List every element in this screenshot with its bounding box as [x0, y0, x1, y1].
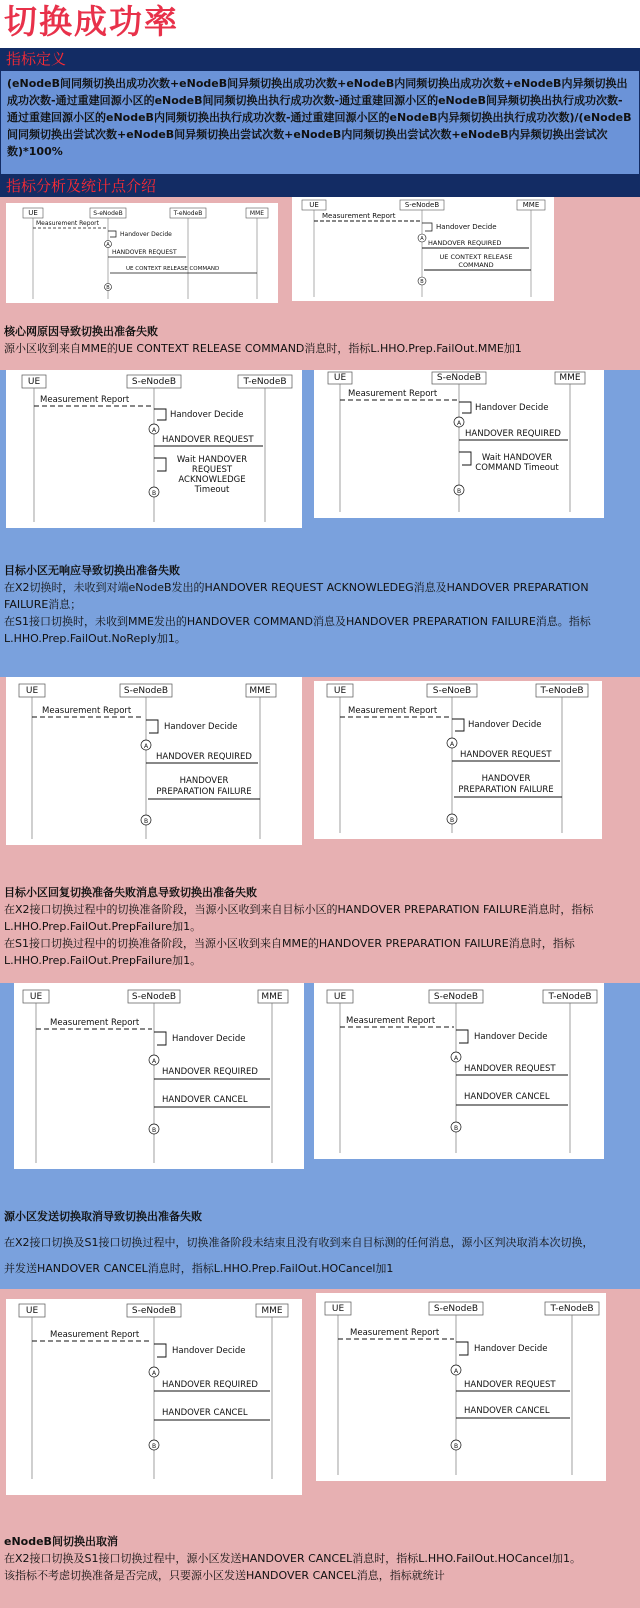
marker-b: B	[453, 1125, 459, 1132]
section-ho-cancel	[0, 983, 640, 1289]
message-label: HANDOVER CANCEL	[464, 1406, 550, 1416]
lifeline-label: UE	[25, 1306, 39, 1316]
decide-label: Handover Decide	[164, 722, 238, 732]
marker-b: B	[151, 490, 157, 497]
section-core-network	[0, 197, 640, 370]
lifeline-label: UE	[29, 992, 43, 1002]
decide-label: Handover Decide	[475, 403, 549, 413]
lifeline-label: MME	[559, 373, 581, 383]
lifeline-label: UE	[331, 1304, 345, 1314]
lifeline-label: MME	[261, 1306, 283, 1316]
message-label: HANDOVER REQUIRED	[162, 1380, 258, 1390]
marker-b: B	[151, 1127, 157, 1134]
message-label: Measurement Report	[50, 1018, 140, 1028]
lifeline-label: S-eNodeB	[433, 992, 479, 1002]
section-line: 源小区收到来自MME的UE CONTEXT RELEASE COMMAND消息时，指标L.HHO.Prep.FailOut.MME加1	[4, 342, 522, 355]
marker-b: B	[151, 1443, 157, 1450]
marker-b: B	[143, 818, 149, 825]
marker-a: A	[151, 427, 157, 434]
diagram-5	[314, 681, 602, 839]
section-line: 并发送HANDOVER CANCEL消息时，指标L.HHO.Prep.FailOut.HOCancel加1	[4, 1262, 394, 1275]
wait-label: Timeout	[194, 485, 230, 495]
lifeline-label: T-eNodeB	[550, 1304, 594, 1314]
lifeline-label: T-eNodeB	[243, 377, 287, 387]
section-line: 在X2切换时，未收到对端eNodeB发出的HANDOVER REQUEST ACKNOWLEDEG消息及HANDOVER PREPARATION FAILURE消息；	[4, 581, 589, 611]
diagram-4	[6, 677, 302, 845]
message-label: Measurement Report	[348, 706, 438, 716]
section-enodeb-cancel	[0, 1289, 640, 1608]
message-label: HANDOVER REQUIRED	[156, 752, 252, 762]
diagram-8	[6, 1299, 302, 1495]
message-label: Measurement Report	[50, 1330, 140, 1340]
lifeline-label: UE	[333, 686, 347, 696]
marker-a: A	[456, 420, 462, 427]
marker-b: B	[420, 279, 424, 285]
decide-label: Handover Decide	[172, 1034, 246, 1044]
lifeline-label: MME	[261, 992, 283, 1002]
lifeline-label: UE	[309, 201, 319, 209]
decide-label: Handover Decide	[474, 1344, 548, 1354]
section-line: 在X2接口切换及S1接口切换过程中，源小区发送HANDOVER CANCEL消息时，指标L.HHO.FailOut.HOCancel加1。	[4, 1552, 581, 1565]
message-label: UE CONTEXT RELEASE	[439, 253, 513, 261]
marker-a: A	[420, 236, 424, 242]
decide-label: Handover Decide	[170, 410, 244, 420]
message-label: HANDOVER CANCEL	[464, 1092, 550, 1102]
lifeline-label: S-eNodeB	[131, 1306, 177, 1316]
lifeline-label: MME	[249, 686, 271, 696]
lifeline-label: MME	[522, 201, 540, 209]
lifeline-label: T-eNodeB	[540, 686, 584, 696]
message-label: Measurement Report	[36, 220, 99, 227]
section-text	[4, 562, 634, 647]
section-text	[4, 884, 634, 969]
section-line: 在X2接口切换及S1接口切换过程中，切换准备阶段未结束且没有收到来自目标测的任何消息，源小区判决取消本次切换，	[4, 1236, 594, 1249]
lifeline-label: UE	[27, 377, 41, 387]
lifeline-label: S-eNodeB	[436, 373, 482, 383]
marker-a: A	[106, 242, 110, 248]
lifeline-label: UE	[333, 373, 347, 383]
section-heading: 目标小区无响应导致切换出准备失败	[4, 564, 180, 577]
message-label: HANDOVER REQUIRED	[428, 239, 502, 247]
message-label: HANDOVER REQUEST	[460, 750, 552, 760]
lifeline-label: MME	[249, 210, 265, 217]
section-bar-analysis: 指标分析及统计点介绍	[0, 175, 640, 197]
lifeline-label: S-eNodeB	[123, 686, 169, 696]
lifeline-label: S-eNodeB	[93, 210, 123, 217]
diagram-9	[316, 1293, 606, 1481]
marker-b: B	[453, 1443, 459, 1450]
decide-label: Handover Decide	[172, 1346, 246, 1356]
message-label: Measurement Report	[346, 1016, 436, 1026]
section-text	[4, 323, 634, 357]
marker-b: B	[106, 285, 110, 291]
definition-formula: (eNodeB间同频切换出成功次数+eNodeB间异频切换出成功次数+eNodeB内同频切换出成功次数+eNodeB内异频切换出成功次数-通过重建回源小区的eNodeB间同频切换出执行成功次数-通过重建回源小区的eNodeB间异频切换出执行成功次数-通过重建回源小区的eNodeB内同频切换出执行成功次数-通过重建回源小区的eNodeB内异频切换出执行成功次数)/(eNodeB间同频切换出尝试次数+eNodeB间异频切换出尝试次数+eNodeB内同频切换出尝试次数+eNodeB内异频切换出尝试次数)*100%	[0, 70, 640, 175]
message-label: HANDOVER CANCEL	[162, 1408, 248, 1418]
marker-a: A	[151, 1370, 157, 1377]
message-label: HANDOVER REQUEST	[464, 1064, 556, 1074]
section-prep-failure	[0, 677, 640, 983]
section-no-reply	[0, 370, 640, 677]
section-text	[4, 1207, 634, 1279]
lifeline-label: T-eNodeB	[548, 992, 592, 1002]
message-label: HANDOVER REQUEST	[162, 435, 254, 445]
page-title: 切换成功率	[4, 2, 179, 41]
diagram-7	[314, 983, 604, 1159]
message-label: COMMAND	[458, 261, 494, 269]
decide-label: Handover Decide	[436, 223, 497, 231]
message-label: PREPARATION FAILURE	[458, 785, 554, 795]
section-heading: eNodeB间切换出取消	[4, 1535, 118, 1548]
section-bar-definition: 指标定义	[0, 48, 640, 70]
message-label: HANDOVER CANCEL	[162, 1095, 248, 1105]
lifeline-label: UE	[333, 992, 347, 1002]
diagram-1	[292, 197, 554, 301]
lifeline-label: S-eNodeB	[404, 201, 440, 209]
wait-label: COMMAND Timeout	[475, 463, 559, 473]
wait-label: Wait HANDOVER	[481, 453, 553, 463]
diagram-6	[14, 983, 304, 1169]
decide-label: Handover Decide	[468, 720, 542, 730]
wait-label: REQUEST	[191, 465, 233, 475]
message-label: Measurement Report	[350, 1328, 440, 1338]
wait-label: ACKNOWLEDGE	[178, 475, 246, 485]
decide-label: Handover Decide	[120, 231, 172, 238]
lifeline-label: T-eNodeB	[173, 210, 203, 217]
wait-label: Wait HANDOVER	[176, 455, 248, 465]
lifeline-label: S-eNodeB	[131, 992, 177, 1002]
marker-a: A	[151, 1058, 157, 1065]
message-label: Measurement Report	[42, 706, 132, 716]
message-label: HANDOVER REQUEST	[464, 1380, 556, 1390]
section-line: 该指标不考虑切换准备是否完成，只要源小区发送HANDOVER CANCEL消息，指标就统计	[4, 1569, 445, 1582]
decide-label: Handover Decide	[474, 1032, 548, 1042]
section-line: 在S1接口切换过程中的切换准备阶段，当源小区收到来自MME的HANDOVER PREPARATION FAILURE消息时，指标L.HHO.Prep.FailOut.PrepFailure加1。	[4, 937, 575, 967]
section-line: 在S1接口切换时，未收到MME发出的HANDOVER COMMAND消息及HANDOVER PREPARATION FAILURE消息。指标L.HHO.Prep.FailOut.NoReply加1。	[4, 615, 591, 645]
lifeline-label: UE	[25, 686, 39, 696]
message-label: HANDOVER REQUEST	[112, 249, 177, 256]
lifeline-label: S-eNodeB	[433, 1304, 479, 1314]
diagram-0	[6, 203, 278, 303]
lifeline-label: S-eNoeB	[432, 686, 472, 696]
marker-a: A	[453, 1055, 459, 1062]
lifeline-label: UE	[28, 209, 38, 217]
message-label: HANDOVER REQUIRED	[465, 429, 561, 439]
message-label: Measurement Report	[322, 212, 396, 220]
diagram-3	[314, 370, 604, 518]
message-label: UE CONTEXT RELEASE COMMAND	[126, 266, 220, 272]
marker-a: A	[449, 741, 455, 748]
marker-a: A	[143, 743, 149, 750]
lifeline-label: S-eNodeB	[131, 377, 177, 387]
section-line: 在X2接口切换过程中的切换准备阶段，当源小区收到来自目标小区的HANDOVER PREPARATION FAILURE消息时，指标L.HHO.Prep.FailOut.PrepFailure加1。	[4, 903, 594, 933]
message-label: PREPARATION FAILURE	[156, 787, 252, 797]
message-label: HANDOVER	[481, 774, 531, 784]
section-heading: 目标小区回复切换准备失败消息导致切换出准备失败	[4, 886, 257, 899]
message-label: Measurement Report	[40, 395, 130, 405]
marker-a: A	[453, 1368, 459, 1375]
marker-b: B	[456, 488, 462, 495]
section-heading: 源小区发送切换取消导致切换出准备失败	[4, 1210, 202, 1223]
message-label: Measurement Report	[348, 389, 438, 399]
marker-b: B	[449, 817, 455, 824]
section-heading: 核心网原因导致切换出准备失败	[4, 325, 158, 338]
section-text	[4, 1533, 634, 1584]
diagram-2	[6, 370, 302, 528]
message-label: HANDOVER	[179, 776, 229, 786]
message-label: HANDOVER REQUIRED	[162, 1067, 258, 1077]
